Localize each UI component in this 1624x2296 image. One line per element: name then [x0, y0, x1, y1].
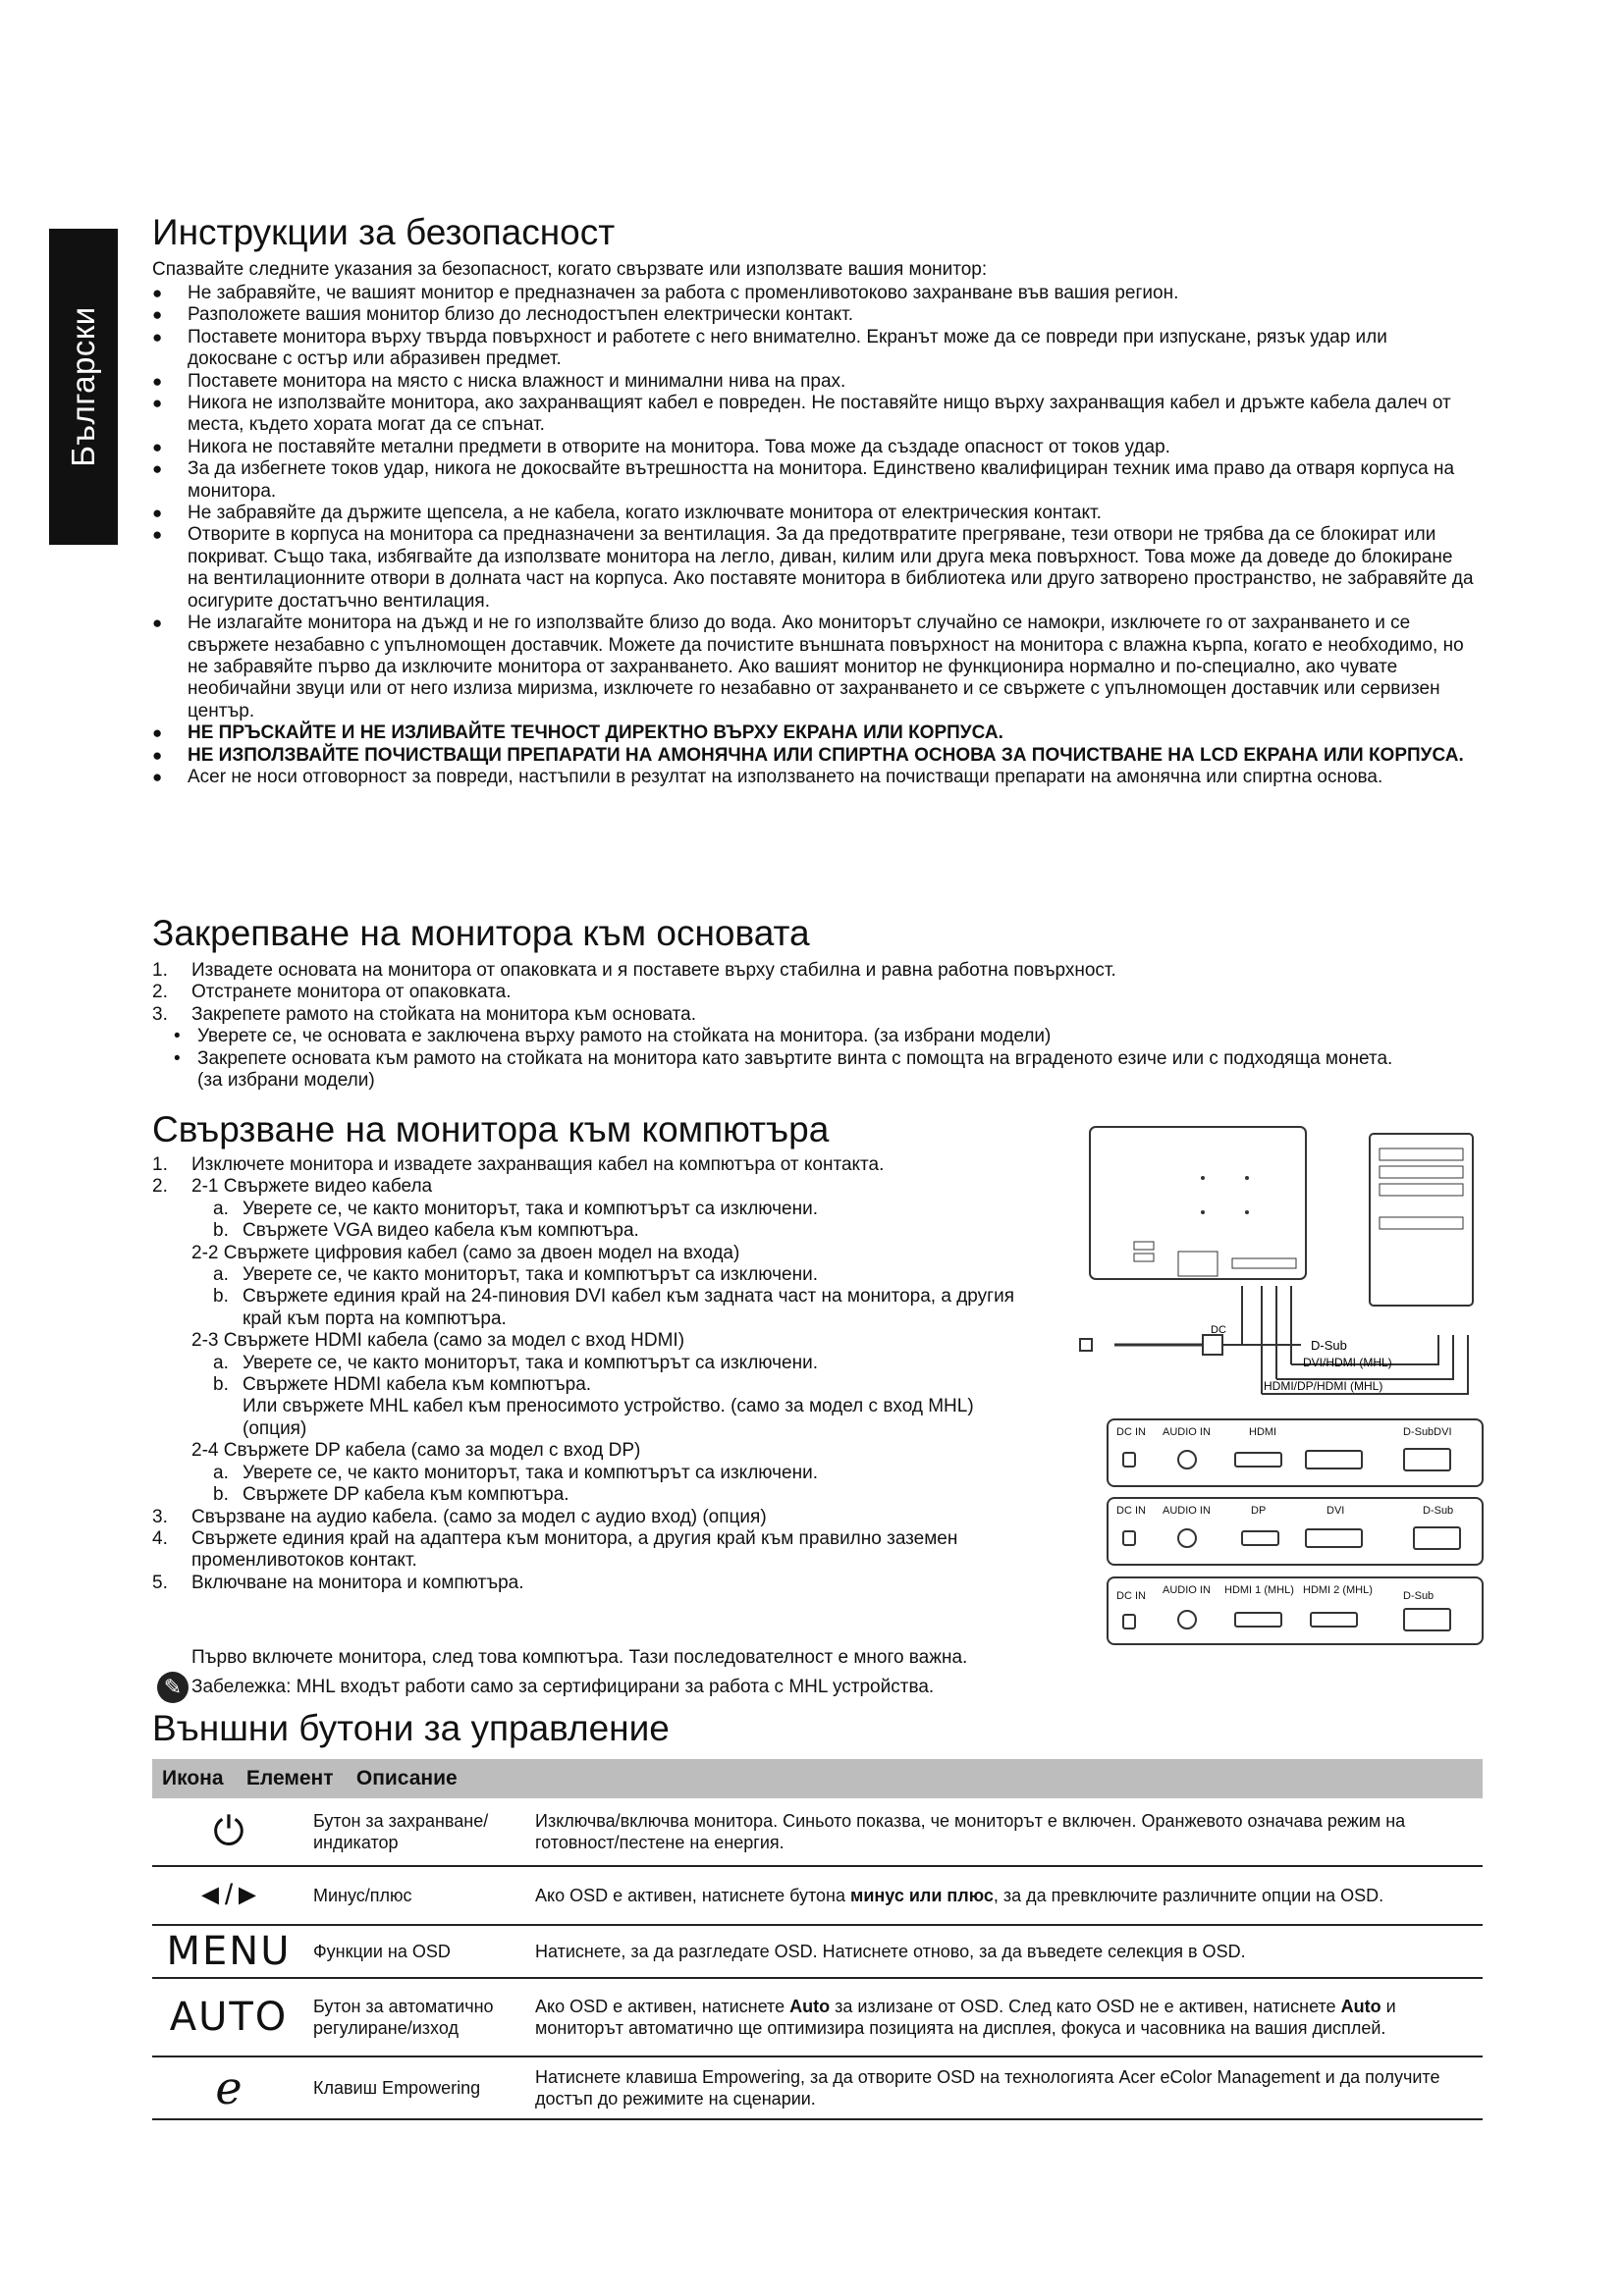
list-item: ● Не забравяйте да държите щепсела, а не кабела, когато изключвате монитора от електрическия контакт.: [152, 503, 1478, 524]
dp-port: [1241, 1530, 1279, 1546]
dc-in-port: [1122, 1452, 1136, 1468]
table-row: ◄/► Минус/плюс Ако OSD е активен, натиснете бутона минус или плюс, за да превключите различните опции на OSD.: [152, 1866, 1483, 1925]
dc-in-port: [1122, 1614, 1136, 1629]
dsub-port: [1403, 1608, 1451, 1631]
minus-plus-icon: ◄/►: [152, 1866, 305, 1925]
table-header-row: [152, 1759, 1483, 1798]
list-item: ● Поставете монитора върху твърда повърхност и работете с него внимателно. Екранът може да се повреди при изпускане, рязък удар или докосване с остър или абразивен предмет.: [152, 327, 1478, 371]
list-item: ● Поставете монитора на място с ниска влажност и минимални нива на прах.: [152, 371, 1478, 393]
dvi-port: [1305, 1528, 1363, 1548]
list-item: ● Не забравяйте, че вашият монитор е предназначен за работа с променливотоково захранване във вашия регион.: [152, 283, 1478, 304]
list-item: ● Никога не използвайте монитора, ако захранващият кабел е повреден. Не поставяйте нищо върху захранващия кабел и дръжте кабела далеч от места, където хората могат да се спънат.: [152, 393, 1478, 437]
list-item: ● Не излагайте монитора на дъжд и не го използвайте близо до вода. Ако мониторът случайно се намокри, изключете го от захранването и се свържете незабавно с упълномощен доставчик. Можете да почистите външната повърхност на монитора с влажна кърпа, когато е необходимо, но не забравяйте първо да изключите монитора от захранването. Ако вашият монитор не функционира нормално и по-специално, ако чувате необичайни звуци или от него излиза миризма, изключете го незабавно от захранването и се свържете с упълномощен доставчик или сервизен център.: [152, 613, 1478, 722]
sub-item: a. Уверете се, че както мониторът, така и компютърът са изключени.: [213, 1352, 818, 1373]
list-item: ● Отворите в корпуса на монитора са предназначени за вентилация. За да предотвратите прегряване, тези отвори не трябва да се блокират или покриват. Също така, избягвайте да използвате монитора на легло, диван, килим или друга мека повърхност. Това може да доведе до блокиране на вентилационните отвори в долната част на корпуса. Ако поставяте монитора в библиотека или друго затворено пространство, не забравяйте да осигурите достатъчно вентилация.: [152, 524, 1478, 613]
audio-in-port: [1177, 1528, 1197, 1548]
table-row: ⏻ Бутон за захранване/ индикатор Изключва/включва монитора. Синьото показва, че мониторът е включен. Оранжевото означава режим на готовност/пестене на енергия.: [152, 1798, 1483, 1866]
port-panel-dp: DC IN AUDIO IN DP DVI D-Sub: [1107, 1497, 1484, 1566]
list-item: ● НЕ ПРЪСКАЙТЕ И НЕ ИЗЛИВАЙТЕ ТЕЧНОСТ ДИРЕКТНО ВЪРХУ ЕКРАНА ИЛИ КОРПУСА.: [152, 722, 1478, 744]
sub-item: Или свържете MHL кабел към преносимото устройство. (само за модел с вход MHL) (опция): [243, 1396, 974, 1439]
list-item: 4. Свържете единия край на адаптера към монитора, а другия край към правилно заземен променливотоков контакт.: [152, 1527, 958, 1572]
sub-item: a. Уверете се, че както мониторът, така и компютърът са изключени.: [213, 1198, 818, 1219]
connect-steps: [152, 1154, 1065, 1594]
table-row: AUTO Бутон за автоматично регулиране/изход Ако OSD е активен, натиснете Auto за излизане от OSD. След като OSD не е активен, натиснете Auto и мониторът автоматично ще оптимизира позицията на дисплея, фокуса и часовника на вашия дисплей.: [152, 1978, 1483, 2056]
list-item: ● Разположете вашия монитор близо до леснодостъпен електрически контакт.: [152, 304, 1478, 326]
dc-in-port: [1122, 1530, 1136, 1546]
safety-intro: Спазвайте следните указания за безопасност, когато свързвате или използвате вашия монитор:: [152, 259, 988, 280]
port-panel-mhl: DC IN AUDIO IN HDMI 1 (MHL) HDMI 2 (MHL) D-Sub: [1107, 1576, 1484, 1645]
sub-item: • Закрепете основата към рамото на стойката на монитора като завъртите винта с помощта на вграденото езиче или с подходяща монета. (за избрани модели): [174, 1047, 1393, 1092]
sub-item: b. Свържете единия край на 24-пиновия DVI кабел към задната част на монитора, а другия край към порта на компютъра.: [213, 1286, 1014, 1329]
side-tab-label: Български: [65, 306, 101, 467]
dc-label: DC: [1211, 1324, 1226, 1336]
list-item: 5. Включване на монитора и компютъра.: [152, 1572, 524, 1593]
hdmi2-port: [1310, 1612, 1358, 1628]
sub-item: b. Свържете HDMI кабела към компютъра.: [213, 1374, 592, 1396]
sub-item: b. Свържете VGA видео кабела към компютъра.: [213, 1220, 639, 1242]
sub-item: • Уверете се, че основата е заключена върху рамото на стойката на монитора. (за избрани модели): [174, 1026, 1052, 1047]
power-icon: ⏻: [152, 1798, 305, 1866]
mhl-note: ✎ Забележка: MHL входът работи само за сертифицирани за работа с MHL устройства.: [157, 1672, 934, 1703]
sub-heading: 2-4 Свържете DP кабела (само за модел с вход DP): [191, 1440, 641, 1462]
list-item: 1. Извадете основата на монитора от опаковката и я поставете върху стабилна и равна работна повърхност.: [152, 960, 1116, 981]
menu-icon: MENU: [166, 1929, 292, 1974]
sub-heading: 2-3 Свържете HDMI кабела (само за модел с вход HDMI): [191, 1330, 685, 1352]
list-item: 2. Отстранете монитора от опаковката.: [152, 982, 512, 1003]
language-side-tab: [49, 229, 118, 545]
dsub-label: D-Sub: [1311, 1338, 1347, 1353]
table-row: e Клавиш Empowering Натиснете клавиша Empowering, за да отворите OSD на технологията Acer eColor Management и да получите достъп до режимите на сценарии.: [152, 2056, 1483, 2119]
stand-title: Закрепване на монитора към основата: [152, 913, 810, 953]
port-panel-hdmi: DC IN AUDIO IN HDMI D-SubDVI: [1107, 1418, 1484, 1487]
list-item: ● Никога не поставяйте метални предмети в отворите на монитора. Това може да създаде опасност от токов удар.: [152, 437, 1478, 458]
pc-tower: [1370, 1134, 1473, 1306]
audio-in-port: [1177, 1610, 1197, 1629]
list-item: ● НЕ ИЗПОЛЗВАЙТЕ ПОЧИСТВАЩИ ПРЕПАРАТИ НА АМОНЯЧНА ИЛИ СПИРТНА ОСНОВА ЗА ПОЧИСТВАНЕ НА LCD ЕКРАНА ИЛИ КОРПУСА.: [152, 745, 1478, 767]
power-on-note: Първо включете монитора, след това компютъра. Тази последователност е много важна.: [191, 1647, 968, 1668]
sub-item: b. Свържете DP кабела към компютъра.: [213, 1484, 569, 1506]
sub-heading: 2-2 Свържете цифровия кабел (само за двоен модел на входа): [191, 1242, 740, 1263]
hdmi-port: [1234, 1452, 1282, 1468]
dsub-port: [1403, 1448, 1451, 1471]
audio-in-port: [1177, 1450, 1197, 1469]
controls-table: [152, 1759, 1483, 2120]
dvi-mhl-label: DVI/HDMI (MHL): [1303, 1356, 1392, 1369]
stand-steps: [152, 960, 1478, 1092]
dsub-port: [1413, 1526, 1461, 1550]
connection-diagram: [1075, 1119, 1488, 1404]
monitor-back: [1090, 1127, 1306, 1279]
table-row: MENU Функции на OSD Натиснете, за да разгледате OSD. Натиснете отново, за да въведете селекция в OSD.: [152, 1925, 1483, 1978]
list-item: 3. Свързване на аудио кабела. (само за модел с аудио вход) (опция): [152, 1506, 767, 1527]
list-item: 1. Изключете монитора и извадете захранващия кабел на компютъра от контакта.: [152, 1154, 885, 1175]
table-header: Икона Елемент Описание: [152, 1759, 1483, 1798]
safety-title: Инструкции за безопасност: [152, 212, 616, 252]
auto-icon: AUTO: [169, 1995, 289, 2040]
list-item: ● За да избегнете токов удар, никога не докосвайте вътрешността на монитора. Единствено квалифициран техник има право да отваря корпуса на монитора.: [152, 458, 1478, 503]
list-item: 3. Закрепете рамото на стойката на монитора към основата. • Уверете се, че основата е заключена върху рамото на стойката на монитора. (за избрани модели) • Закрепете основата към рамото на стойката на монитора като завъртите винта с помощта на вграденото езиче или с подходяща монета. (за избрани модели): [152, 1004, 1478, 1093]
list-item: ● Acer не носи отговорност за повреди, настъпили в резултат на използването на почистващи препарати на амонячна или спиртна основа.: [152, 767, 1478, 788]
connect-title: Свързване на монитора към компютъра: [152, 1109, 830, 1149]
hdmi-dp-label: HDMI/DP/HDMI (MHL): [1264, 1379, 1383, 1393]
safety-list: [152, 283, 1478, 788]
note-icon: ✎: [157, 1672, 189, 1703]
dvi-port: [1305, 1450, 1363, 1469]
empowering-icon: e: [152, 2056, 305, 2119]
list-item: 2. 2-1 Свържете видео кабела a. Уверете се, че както мониторът, така и компютърът са изключени. b. Свържете VGA видео кабела към компютъра. 2-2 Свържете цифровия кабел (само за двоен модел на входа) a. Уверете се, че както мониторът, така и компютърът са изключени. b. Свържете единия край на 24-пиновия DVI кабел към задната част на монитора, а другия край към порта на компютъра. 2-3 Свържете HDMI кабела (само за модел с вход HDMI) a. Уверете се, че както мониторът, така и компютърът са изключени. b. Свържете HDMI кабела към компютъра. Или свържете MHL кабел към преносимото устройство. (само за модел с вход MHL) (опция) 2-4 Свържете DP кабела (само за модел с вход DP) a. Уверете се, че както мониторът, така и компютърът са изключени. b. Свържете DP кабела към компютъра.: [152, 1176, 1065, 1506]
controls-title: Външни бутони за управление: [152, 1708, 670, 1748]
sub-item: a. Уверете се, че както мониторът, така и компютърът са изключени.: [213, 1264, 818, 1286]
hdmi1-port: [1234, 1612, 1282, 1628]
sub-item: a. Уверете се, че както мониторът, така и компютърът са изключени.: [213, 1462, 818, 1483]
